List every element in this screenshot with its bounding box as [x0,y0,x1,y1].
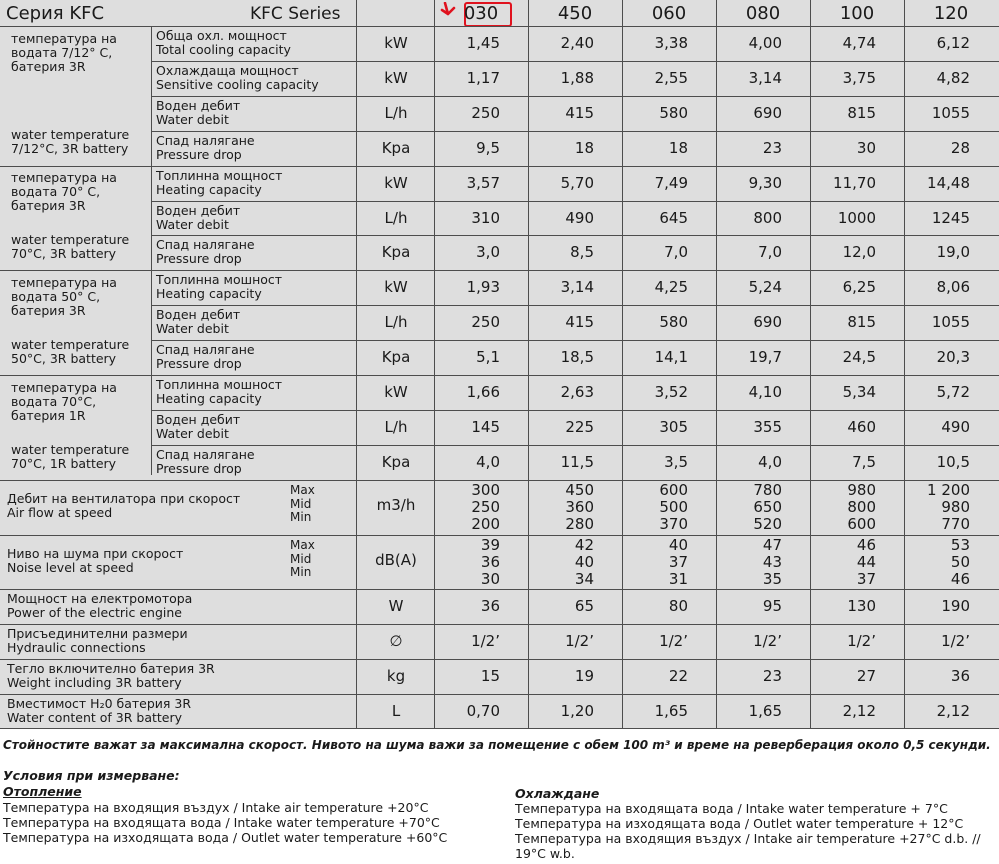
value-cell: 1,66 [466,383,500,401]
param-label-bg: Спад налягане [156,342,255,357]
model-header: 120 [933,3,969,24]
value-cell: 3,0 [476,243,500,261]
diameter-icon: ∅ [389,632,403,650]
param-label-bg: Воден дебит [156,98,241,113]
value-cell: 3,52 [654,383,688,401]
param-label-en: Pressure drop [156,147,242,162]
airflow-label-en: Air flow at speed [7,505,113,520]
value-cell: 47 [762,536,782,554]
series-title-en: KFC Series [250,4,341,24]
value-cell: 130 [847,597,876,615]
value-cell: 415 [565,313,594,331]
value-cell: 305 [659,418,688,436]
value-cell: 600 [659,481,688,499]
param-label-bg: Спад налягане [156,447,255,462]
value-cell: 600 [847,515,876,533]
value-cell: 645 [659,209,688,227]
param-label-en: Heating capacity [156,286,262,301]
value-cell: 27 [856,667,876,685]
unit-label: kg [386,667,406,685]
param-label-en: Water content of 3R battery [7,710,183,725]
value-cell: 2,63 [560,383,594,401]
value-cell: 19,0 [936,243,970,261]
value-cell: 8,5 [570,243,594,261]
value-cell: 35 [762,570,782,588]
value-cell: 40 [668,536,688,554]
value-cell: 36 [480,553,500,571]
value-cell: 250 [471,104,500,122]
value-cell: 20,3 [936,348,970,366]
value-cell: 12,0 [842,243,876,261]
value-cell: 6,25 [842,278,876,296]
value-cell: 780 [753,481,782,499]
group-label-en: water temperature 70°C, 1R battery [11,442,130,471]
value-cell: 980 [941,498,970,516]
value-cell: 5,1 [476,348,500,366]
param-label-bg: Охлаждаща мощност [156,63,299,78]
param-label-en: Heating capacity [156,182,262,197]
value-cell: 80 [668,597,688,615]
unit-label: L/h [384,313,408,331]
value-cell: 1/2’ [941,632,970,650]
group-label-en: water temperature 50°C, 3R battery [11,337,130,366]
value-cell: 14,1 [654,348,688,366]
value-cell: 1245 [931,209,970,227]
param-label-en: Sensitive cooling capacity [156,77,319,92]
value-cell: 9,30 [748,174,782,192]
value-cell: 300 [471,481,500,499]
value-cell: 500 [659,498,688,516]
unit-label: Kpa [381,139,411,157]
heating-title: Отопление [3,784,82,799]
value-cell: 1055 [931,104,970,122]
value-cell: 23 [762,139,782,157]
value-cell: 815 [847,313,876,331]
unit-label: L/h [384,209,408,227]
value-cell: 1,88 [560,69,594,87]
speed-level-label: Min [290,510,312,524]
value-cell: 28 [950,139,970,157]
value-cell: 3,14 [748,69,782,87]
footnote: Стойностите важат за максимална скорост. Нивото на шума важи за помещение с обем 100 m³ и време на реверберация около 0,5 секунди. [3,738,991,752]
model-header: 030 [463,3,499,24]
value-cell: 30 [856,139,876,157]
value-cell: 770 [941,515,970,533]
param-label-bg: Воден дебит [156,203,241,218]
value-cell: 3,75 [842,69,876,87]
speed-level-label: Min [290,565,312,579]
value-cell: 7,49 [654,174,688,192]
unit-label: kW [384,383,408,401]
value-cell: 3,5 [664,453,688,471]
model-header: 100 [839,3,875,24]
value-cell: 1055 [931,313,970,331]
value-cell: 1/2’ [659,632,688,650]
value-cell: 4,10 [748,383,782,401]
value-cell: 690 [753,104,782,122]
param-label-en: Heating capacity [156,391,262,406]
value-cell: 3,38 [654,34,688,52]
value-cell: 1/2’ [847,632,876,650]
value-cell: 4,25 [654,278,688,296]
value-cell: 3,14 [560,278,594,296]
value-cell: 5,72 [936,383,970,401]
value-cell: 22 [668,667,688,685]
unit-label: kW [384,278,408,296]
unit-label: dB(A) [375,551,417,569]
value-cell: 1/2’ [565,632,594,650]
cooling-title: Охлаждане [515,786,600,801]
value-cell: 43 [762,553,782,571]
param-label-en: Weight including 3R battery [7,675,182,690]
param-label-en: Water debit [156,426,229,441]
unit-label: L/h [384,104,408,122]
unit-label: kW [384,69,408,87]
value-cell: 1000 [837,209,876,227]
value-cell: 37 [856,570,876,588]
series-title-bg: Серия KFC [6,3,105,24]
value-cell: 225 [565,418,594,436]
param-label-en: Power of the electric engine [7,605,182,620]
value-cell: 24,5 [842,348,876,366]
heating-line-2: Температура на входящата вода / Intake water temperature +70°C [3,815,440,830]
value-cell: 14,48 [927,174,970,192]
value-cell: 18 [574,139,594,157]
param-label-bg: Топлинна мошност [156,272,283,287]
value-cell: 1,93 [466,278,500,296]
value-cell: 36 [480,597,500,615]
value-cell: 1,65 [654,702,688,720]
param-label-en: Water debit [156,321,229,336]
value-cell: 250 [471,313,500,331]
value-cell: 4,0 [758,453,782,471]
unit-label: kW [384,34,408,52]
param-label-bg: Мощност на електромотора [7,591,193,606]
param-label-bg: Воден дебит [156,412,241,427]
param-label-bg: Присъединителни размери [7,626,188,641]
value-cell: 7,0 [664,243,688,261]
value-cell: 5,70 [560,174,594,192]
value-cell: 4,00 [748,34,782,52]
value-cell: 42 [574,536,594,554]
param-label-bg: Топлинна мощност [156,168,283,183]
value-cell: 310 [471,209,500,227]
value-cell: 1/2’ [753,632,782,650]
value-cell: 6,12 [936,34,970,52]
value-cell: 1,20 [560,702,594,720]
param-label-en: Pressure drop [156,356,242,371]
model-header: 450 [557,3,593,24]
group-label-bg: температура на водата 70° C, батерия 3R [11,170,117,213]
group-label-bg: температура на водата 70°C, батерия 1R [11,380,117,423]
value-cell: 5,34 [842,383,876,401]
value-cell: 9,5 [476,139,500,157]
value-cell: 1,17 [466,69,500,87]
value-cell: 460 [847,418,876,436]
value-cell: 980 [847,481,876,499]
value-cell: 2,12 [936,702,970,720]
cooling-line-1: Температура на входящата вода / Intake water temperature + 7°C [515,801,948,816]
value-cell: 2,55 [654,69,688,87]
value-cell: 44 [856,553,876,571]
value-cell: 37 [668,553,688,571]
unit-label: Kpa [381,243,411,261]
param-label-en: Water debit [156,112,229,127]
value-cell: 65 [574,597,594,615]
value-cell: 490 [941,418,970,436]
speed-level-label: Max [290,538,315,552]
value-cell: 40 [574,553,594,571]
value-cell: 190 [941,597,970,615]
param-label-en: Total cooling capacity [156,42,291,57]
value-cell: 18,5 [560,348,594,366]
value-cell: 250 [471,498,500,516]
value-cell: 690 [753,313,782,331]
value-cell: 31 [668,570,688,588]
value-cell: 7,5 [852,453,876,471]
value-cell: 18 [668,139,688,157]
value-cell: 46 [856,536,876,554]
value-cell: 3,57 [466,174,500,192]
value-cell: 520 [753,515,782,533]
value-cell: 8,06 [936,278,970,296]
value-cell: 53 [950,536,970,554]
value-cell: 1/2’ [471,632,500,650]
value-cell: 200 [471,515,500,533]
model-header: 080 [745,3,781,24]
value-cell: 30 [480,570,500,588]
param-label-en: Pressure drop [156,461,242,476]
value-cell: 1,45 [466,34,500,52]
cooling-line-3: Температура на входящия въздух / Intake air temperature +27°C d.b. // 19°C w.b. [515,831,981,861]
value-cell: 4,0 [476,453,500,471]
noise-label-bg: Ниво на шума при скорост [7,546,184,561]
speed-level-label: Mid [290,551,312,566]
value-cell: 19,7 [748,348,782,366]
speed-level-label: Mid [290,496,312,511]
value-cell: 46 [950,570,970,588]
value-cell: 15 [480,667,500,685]
param-label-bg: Спад налягане [156,237,255,252]
cooling-line-2: Температура на изходящата вода / Outlet water temperature + 12°C [515,816,964,831]
param-label-en: Hydraulic connections [7,640,146,655]
value-cell: 11,70 [833,174,876,192]
value-cell: 580 [659,313,688,331]
param-label-bg: Обща охл. мощност [156,28,287,43]
value-cell: 370 [659,515,688,533]
group-label-en: water temperature 70°C, 3R battery [11,232,130,261]
value-cell: 23 [762,667,782,685]
value-cell: 2,12 [842,702,876,720]
value-cell: 4,74 [842,34,876,52]
param-label-bg: Воден дебит [156,307,241,322]
param-label-bg: Тегло включително батерия 3R [7,661,215,676]
value-cell: 95 [762,597,782,615]
unit-label: L/h [384,418,408,436]
param-label-en: Pressure drop [156,251,242,266]
group-label-bg: температура на водата 7/12° C, батерия 3R [11,31,117,74]
value-cell: 280 [565,515,594,533]
airflow-label-bg: Дебит на вентилатора при скорост [7,491,241,506]
value-cell: 360 [565,498,594,516]
value-cell: 815 [847,104,876,122]
param-label-bg: Спад налягане [156,133,255,148]
value-cell: 450 [565,481,594,499]
param-label-en: Water debit [156,217,229,232]
value-cell: 19 [574,667,594,685]
value-cell: 145 [471,418,500,436]
value-cell: 2,40 [560,34,594,52]
value-cell: 800 [847,498,876,516]
value-cell: 1,65 [748,702,782,720]
unit-label: W [388,597,404,615]
conditions-title: Условия при измерване: [3,768,180,783]
group-label-en: water temperature 7/12°C, 3R battery [11,127,130,156]
value-cell: 0,70 [466,702,500,720]
value-cell: 580 [659,104,688,122]
value-cell: 1 200 [927,481,970,499]
speed-level-label: Max [290,483,315,497]
value-cell: 5,24 [748,278,782,296]
unit-label: kW [384,174,408,192]
value-cell: 4,82 [936,69,970,87]
value-cell: 36 [950,667,970,685]
value-cell: 7,0 [758,243,782,261]
param-label-bg: Топлинна мошност [156,377,283,392]
value-cell: 34 [574,570,594,588]
unit-label: L [391,702,401,720]
noise-label-en: Noise level at speed [7,560,134,575]
value-cell: 355 [753,418,782,436]
heating-line-3: Температура на изходящата вода / Outlet water temperature +60°C [3,830,448,845]
value-cell: 10,5 [936,453,970,471]
model-header: 060 [651,3,687,24]
group-label-bg: температура на водата 50° C, батерия 3R [11,275,117,318]
value-cell: 415 [565,104,594,122]
value-cell: 39 [480,536,500,554]
value-cell: 11,5 [560,453,594,471]
unit-label: Kpa [381,453,411,471]
param-label-bg: Вместимост H₂0 батерия 3R [7,696,192,711]
value-cell: 490 [565,209,594,227]
unit-label: m3/h [376,496,416,514]
unit-label: Kpa [381,348,411,366]
value-cell: 50 [950,553,970,571]
value-cell: 650 [753,498,782,516]
value-cell: 800 [753,209,782,227]
heating-line-1: Температура на входящия въздух / Intake air temperature +20°C [3,800,429,815]
